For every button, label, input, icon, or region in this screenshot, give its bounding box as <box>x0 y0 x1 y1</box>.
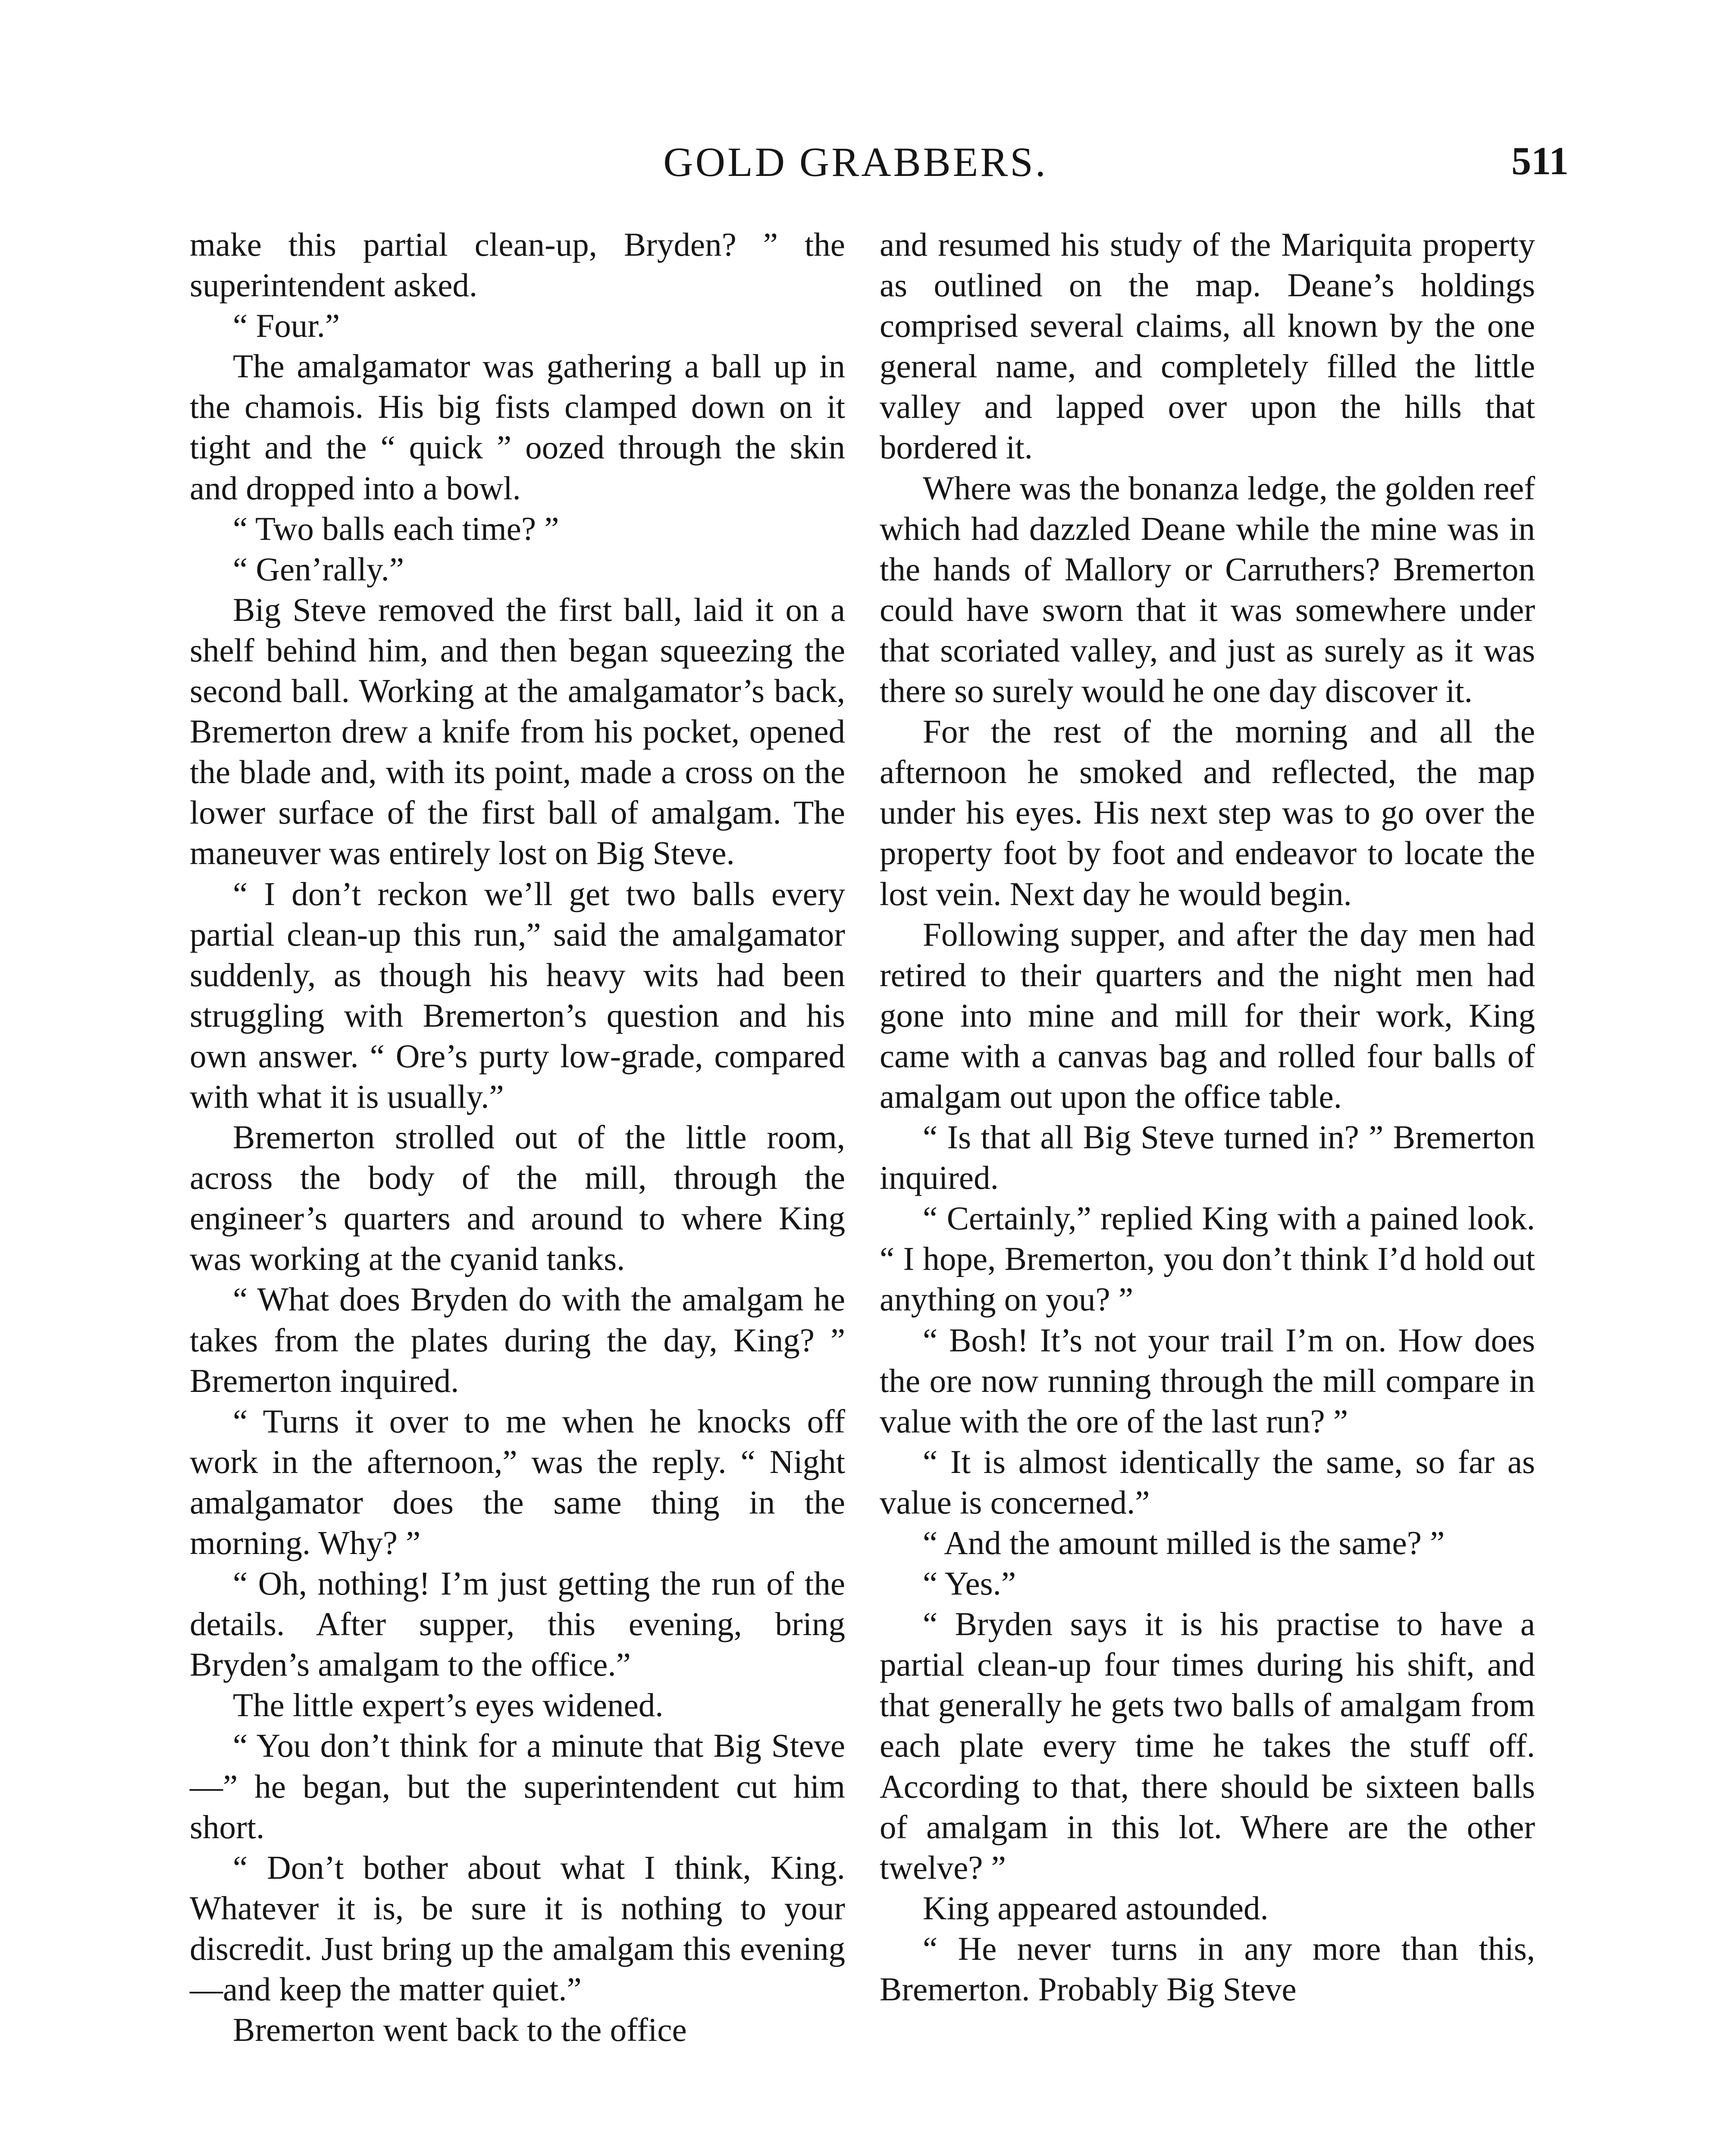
paragraph: Big Steve removed the first ball, laid it on a shelf behind him, and then began squeezing the second ball. Working at the amalgamator’s back, Bremerton drew a knife from his pocket, opened the blade and, with its point, made a cross on the lower surface of the first ball of amalgam. The maneuver was entirely lost on Big Steve. <box>190 591 845 872</box>
paragraph: “ It is almost identically the same, so far as value is concerned.” <box>880 1443 1535 1521</box>
paragraph: Bremerton went back to the office <box>233 2011 687 2049</box>
paragraph: The little expert’s eyes widened. <box>233 1686 664 1724</box>
paragraph: “ Turns it over to me when he knocks off work in the afternoon,” was the reply. “ Night amalgamator does the same thing in the morning. Why? ” <box>190 1402 845 1561</box>
paragraph: “ You don’t think for a minute that Big Steve—” he began, but the superintendent cut him short. <box>190 1727 845 1846</box>
paragraph: “ Bryden says it is his practise to have a partial clean-up four times during his shift, and that generally he gets two balls of amalgam from each plate every time he takes the stuff off. According to that, there should be sixteen balls of amalgam in this lot. Where are the other twelve? ” <box>880 1605 1535 1886</box>
left-column <box>190 224 845 2050</box>
paragraph: “ He never turns in any more than this, Bremerton. Probably Big Steve <box>880 1930 1535 2008</box>
right-column <box>880 224 1535 2009</box>
paragraph: “ I don’t reckon we’ll get two balls every partial clean-up this run,” said the amalgamator suddenly, as though his heavy wits had been struggling with Bremerton’s question and his own answer. “ Ore’s purty low-grade, compared with what it is usually.” <box>190 875 845 1115</box>
paragraph: “ Yes.” <box>923 1565 1016 1602</box>
paragraph: The amalgamator was gathering a ball up in the chamois. His big fists clamped down on it tight and the “ quick ” oozed through the skin and dropped into a bowl. <box>190 348 845 507</box>
paragraph: “ Bosh! It’s not your trail I’m on. How does the ore now running through the mill compare in value with the ore of the last run? ” <box>880 1321 1535 1440</box>
paragraph: Bremerton strolled out of the little room, across the body of the mill, through the engineer’s quarters and around to where King was working at the cyanid tanks. <box>190 1119 845 1278</box>
paragraph: “ Oh, nothing! I’m just getting the run of the details. After supper, this evening, bring Bryden’s amalgam to the office.” <box>190 1565 845 1683</box>
running-title: GOLD GRABBERS. <box>663 139 1048 185</box>
page-number: 511 <box>1511 139 1569 183</box>
paragraph: “ Don’t bother about what I think, King. Whatever it is, be sure it is nothing to your discredit. Just bring up the amalgam this evening—and keep the matter quiet.” <box>190 1849 845 2008</box>
paragraph: “ What does Bryden do with the amalgam he takes from the plates during the day, King? ” Bremerton inquired. <box>190 1281 845 1399</box>
paragraph: and resumed his study of the Mariquita property as outlined on the map. Deane’s holdings comprised several claims, all known by the one general name, and completely filled the little valley and lapped over upon the hills that bordered it. <box>880 226 1535 466</box>
paragraph: “ Gen’rally.” <box>233 550 404 588</box>
paragraph: make this partial clean-up, Bryden? ” the superintendent asked. <box>190 226 845 304</box>
paragraph: King appeared astounded. <box>923 1889 1269 1927</box>
paragraph: “ Two balls each time? ” <box>233 510 559 547</box>
paragraph: Following supper, and after the day men had retired to their quarters and the night men had gone into mine and mill for their work, King came with a canvas bag and rolled four balls of amalgam out upon the office table. <box>880 915 1535 1115</box>
page-header <box>0 138 1711 185</box>
paragraph: “ Certainly,” replied King with a pained look. “ I hope, Bremerton, you don’t think I’d hold out anything on you? ” <box>880 1200 1535 1318</box>
paragraph: “ And the amount milled is the same? ” <box>923 1524 1445 1561</box>
paragraph: For the rest of the morning and all the afternoon he smoked and reflected, the map under his eyes. His next step was to go over the property foot by foot and endeavor to locate the lost vein. Next day he would begin. <box>880 713 1535 912</box>
paragraph: “ Four.” <box>233 307 340 345</box>
paragraph: “ Is that all Big Steve turned in? ” Bremerton inquired. <box>880 1119 1535 1197</box>
paragraph: Where was the bonanza ledge, the golden reef which had dazzled Deane while the mine was in the hands of Mallory or Carruthers? Bremerton could have sworn that it was somewhere under that scoriated valley, and just as surely as it was there so surely would he one day discover it. <box>880 469 1535 710</box>
